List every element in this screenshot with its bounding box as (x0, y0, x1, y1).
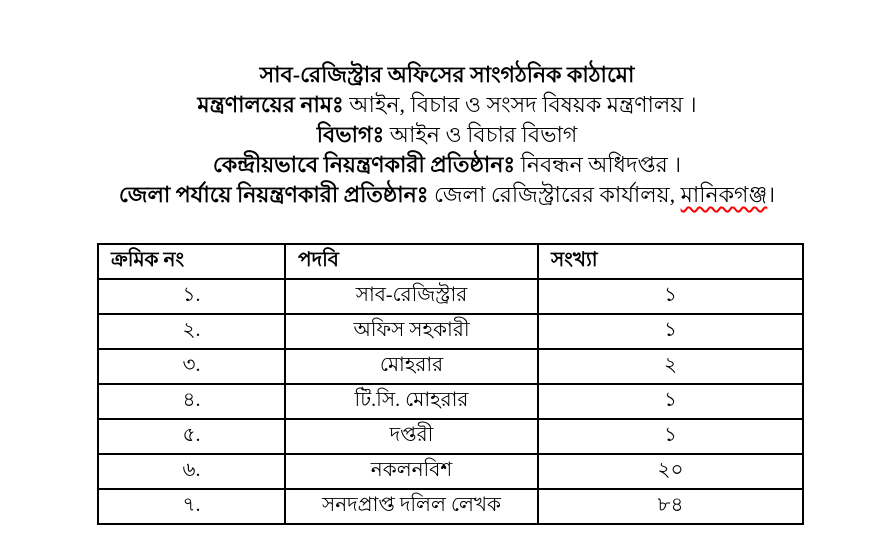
count-cell: ৮৪ (538, 489, 803, 524)
district-authority-value-prefix: জেলা রেজিস্ট্রারের কার্যালয়, (433, 182, 676, 207)
ministry-value: আইন, বিচার ও সংসদ বিষয়ক মন্ত্রণালয় । (349, 92, 697, 117)
serial-cell: ৩. (98, 349, 285, 384)
division-line (0, 120, 894, 150)
count-cell: ১ (538, 314, 803, 349)
col-header-count: সংখ্যা (538, 244, 803, 279)
designation-cell: অফিস সহকারী (285, 314, 538, 349)
district-authority-value-suffix: । (767, 182, 776, 207)
table-row (98, 384, 803, 419)
staffing-table (97, 243, 804, 525)
table-header-row (98, 244, 803, 279)
table-row (98, 419, 803, 454)
division-label: বিভাগঃ (316, 122, 385, 147)
serial-cell: ৬. (98, 454, 285, 489)
designation-cell: নকলনবিশ (285, 454, 538, 489)
table-row (98, 279, 803, 314)
designation-cell: টি.সি. মোহরার (285, 384, 538, 419)
table-row (98, 454, 803, 489)
district-authority-line (0, 180, 894, 210)
serial-cell: ৫. (98, 419, 285, 454)
col-header-designation: পদবি (285, 244, 538, 279)
count-cell: ১ (538, 384, 803, 419)
table-row (98, 489, 803, 524)
count-cell: ১ (538, 279, 803, 314)
count-cell: ২০ (538, 454, 803, 489)
serial-cell: ৭. (98, 489, 285, 524)
count-cell: ১ (538, 419, 803, 454)
table-row (98, 349, 803, 384)
document-title: সাব-রেজিস্ট্রার অফিসের সাংগঠনিক কাঠামো (259, 62, 635, 87)
serial-cell: ২. (98, 314, 285, 349)
col-header-serial: ক্রমিক নং (98, 244, 285, 279)
central-authority-label: কেন্দ্রীয়ভাবে নিয়ন্ত্রণকারী প্রতিষ্ঠানঃ (212, 152, 516, 177)
ministry-label: মন্ত্রণালয়ের নামঃ (197, 92, 344, 117)
table-row (98, 314, 803, 349)
division-value: আইন ও বিচার বিভাগ (389, 122, 578, 147)
serial-cell: ১. (98, 279, 285, 314)
ministry-line (0, 90, 894, 120)
central-authority-value: নিবন্ধন অধিদপ্তর । (520, 152, 682, 177)
district-authority-label: জেলা পর্যায়ে নিয়ন্ত্রণকারী প্রতিষ্ঠানঃ (118, 182, 429, 207)
count-cell: ২ (538, 349, 803, 384)
central-authority-line (0, 150, 894, 180)
designation-cell: মোহরার (285, 349, 538, 384)
document-heading-block (0, 0, 894, 210)
designation-cell: সাব-রেজিস্ট্রার (285, 279, 538, 314)
designation-cell: সনদপ্রাপ্ত দলিল লেখক (285, 489, 538, 524)
serial-cell: ৪. (98, 384, 285, 419)
misspelled-word: মানিকগঞ্জ (680, 182, 768, 207)
designation-cell: দপ্তরী (285, 419, 538, 454)
